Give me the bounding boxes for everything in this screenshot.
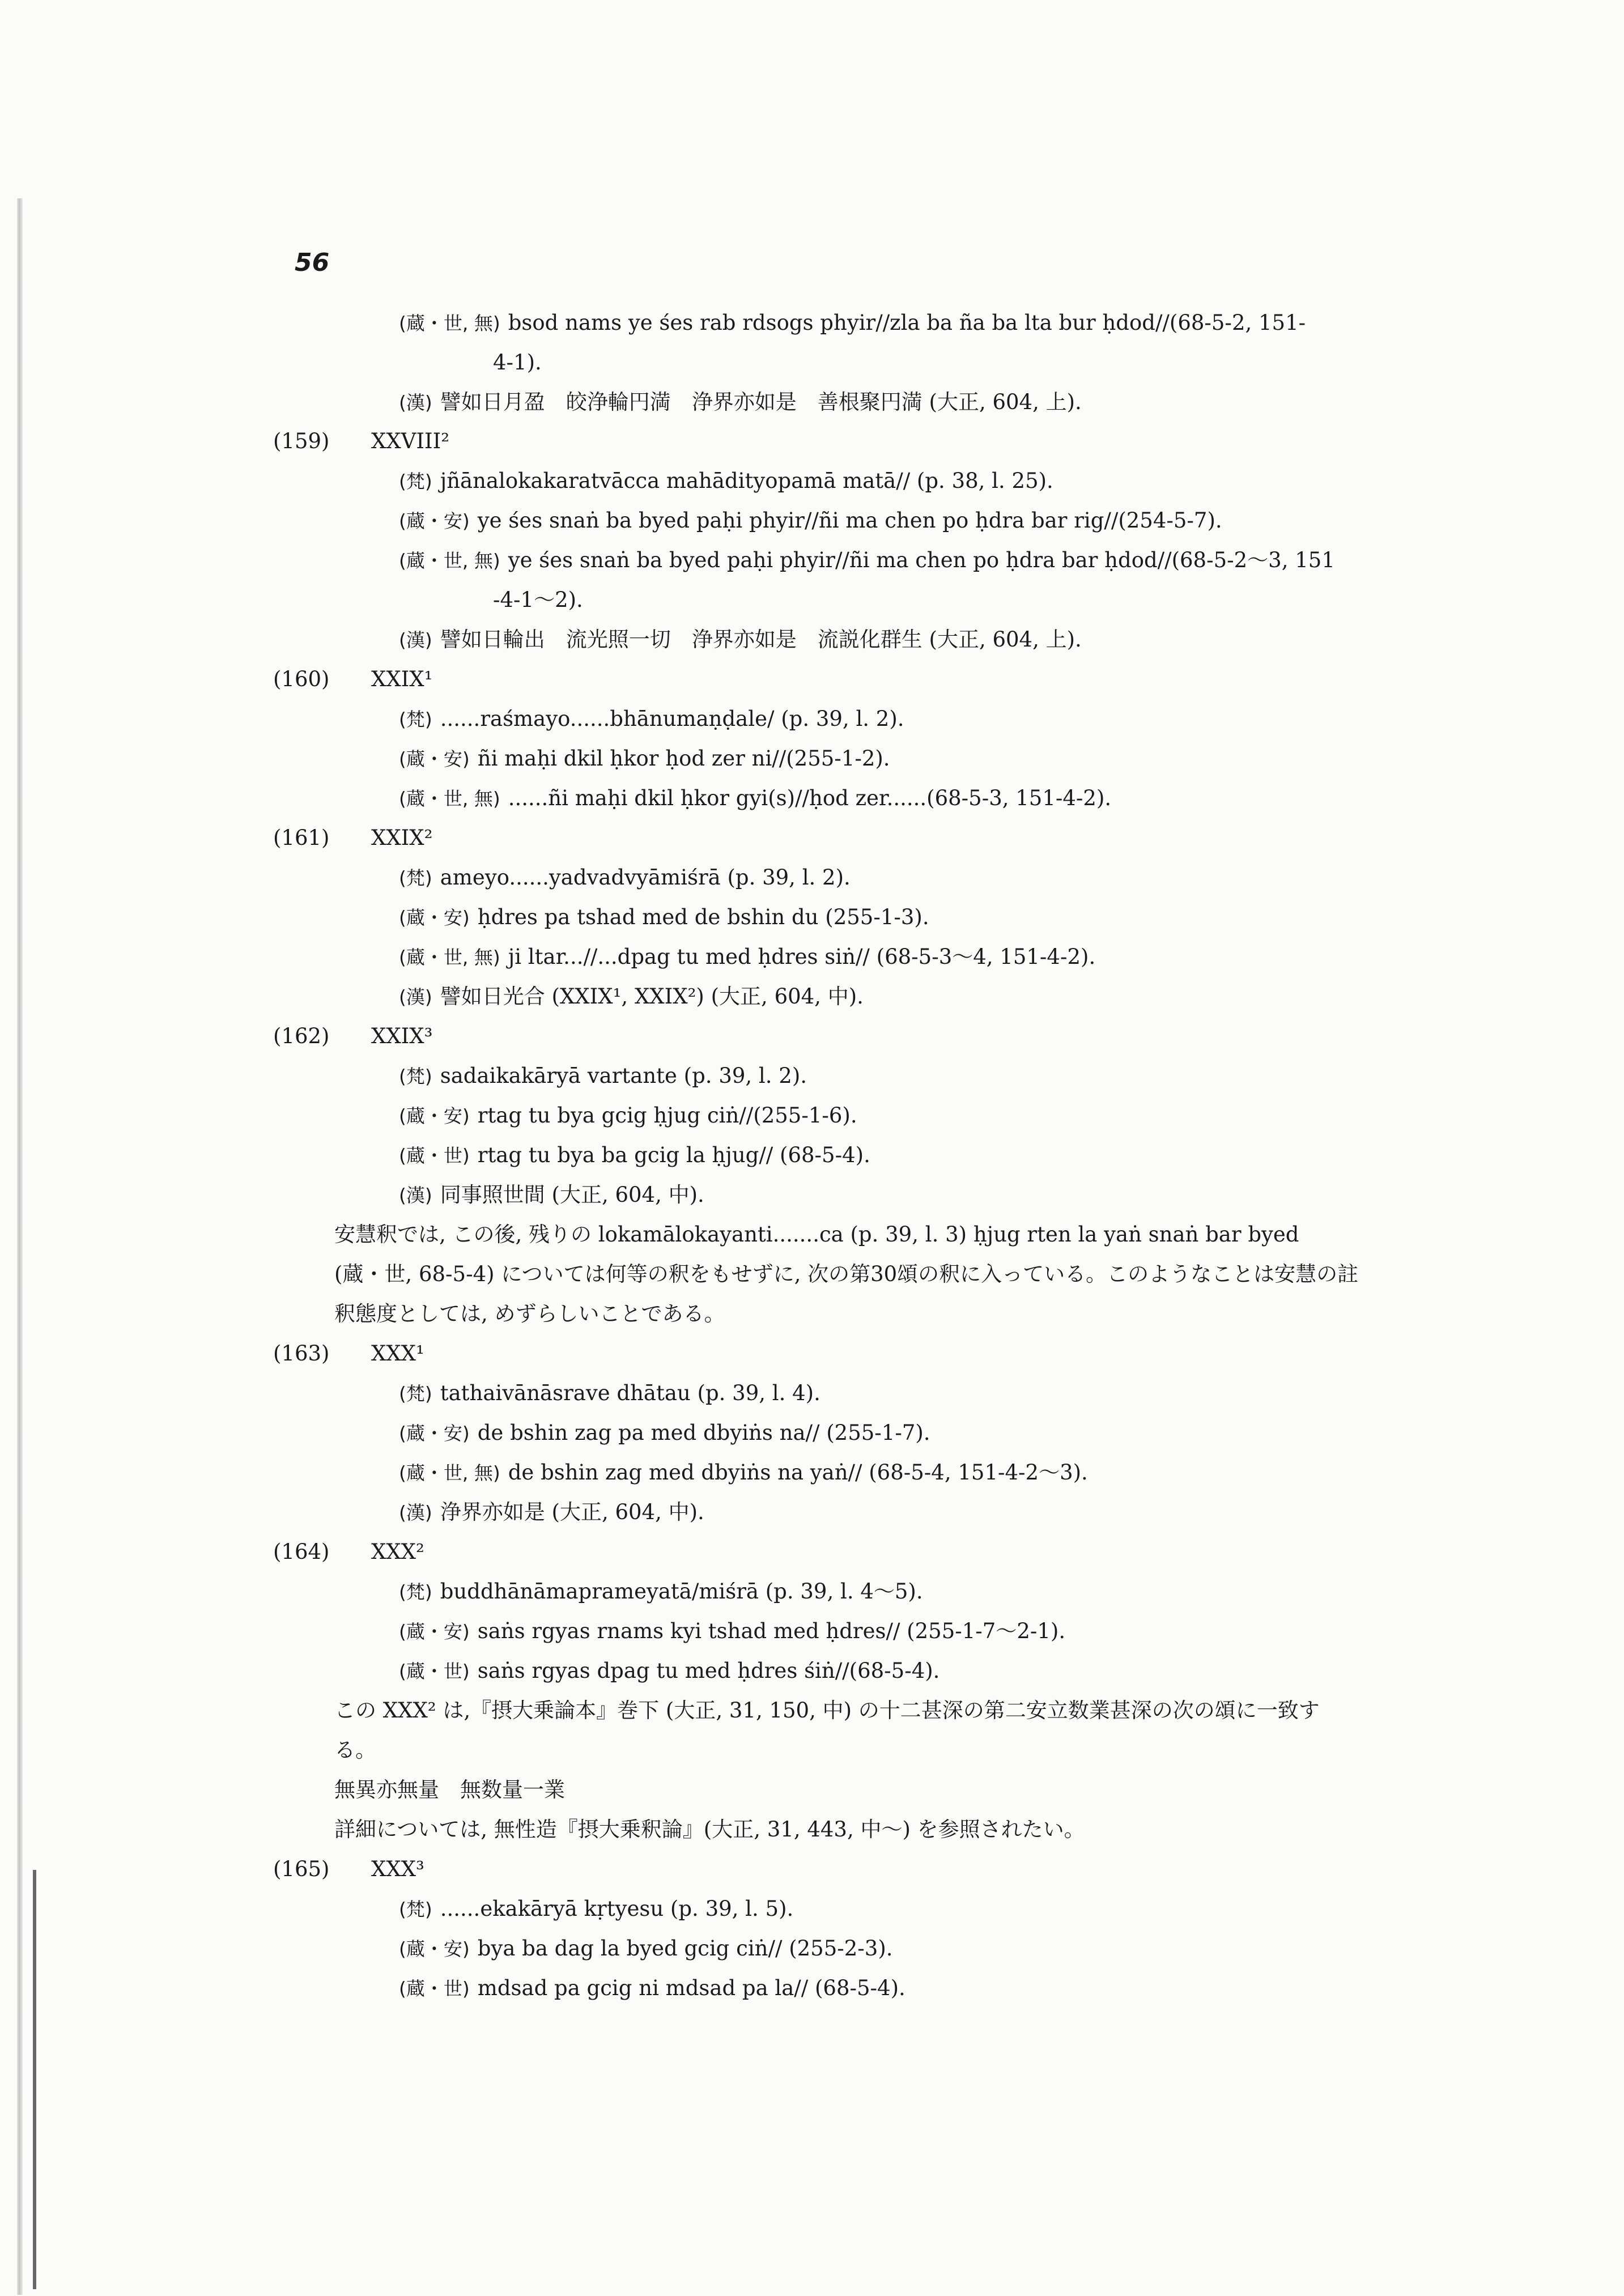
source-line <box>399 390 1082 415</box>
source-line <box>399 508 1222 533</box>
entry-heading: XXIX³ <box>371 1024 433 1048</box>
entry-heading: XXX³ <box>371 1857 424 1881</box>
source-tag: (蔵・安) <box>399 1422 470 1444</box>
line-text: (蔵・世, 68-5-4) については何等の釈をもせずに, 次の第30頌の釈に入っている。このようなことは安慧の註 <box>334 1262 1359 1286</box>
line-text: buddhānāmaprameyatā/miśrā (p. 39, l. 4〜5). <box>440 1579 923 1604</box>
entry-number: (162) <box>273 1024 330 1048</box>
line-text: 4-1). <box>493 350 542 375</box>
entry-heading: XXX¹ <box>371 1341 424 1366</box>
entry-heading: XXIX¹ <box>371 667 433 691</box>
source-line <box>399 1936 893 1961</box>
source-line <box>399 1897 793 1921</box>
line-text: ye śes snaṅ ba byed paḥi phyir//ñi ma chen po ḥdra bar ḥdod//(68-5-2〜3, 151 <box>508 548 1335 572</box>
line-text: ......ekakāryā kṛtyesu (p. 39, l. 5). <box>440 1897 794 1921</box>
source-tag: (蔵・安) <box>399 1621 470 1643</box>
line-text: -4-1〜2). <box>493 588 583 612</box>
entry-number: (163) <box>273 1341 330 1366</box>
line-text: この XXX² は,『摂大乗論本』巻下 (大正, 31, 150, 中) の十二甚深の第二安立数業甚深の次の頌に一致す <box>334 1698 1320 1723</box>
line-text: 釈態度としては, めずらしいことである。 <box>334 1302 725 1326</box>
source-tag: (蔵・世) <box>399 1978 470 2000</box>
line-text: saṅs rgyas dpag tu med ḥdres śiṅ//(68-5-4). <box>477 1659 940 1683</box>
source-line <box>399 1976 905 2001</box>
line-text: de bshin zag med dbyiṅs na yaṅ// (68-5-4, 151-4-2〜3). <box>508 1460 1088 1485</box>
source-tag: (漢) <box>399 629 432 651</box>
source-tag: (梵) <box>399 470 432 492</box>
commentary-line <box>334 1817 1085 1842</box>
source-line <box>399 311 1306 335</box>
entry-number: (161) <box>273 826 330 850</box>
line-text: rtag tu bya ba gcig la ḥjug// (68-5-4). <box>477 1143 870 1167</box>
source-tag: (蔵・安) <box>399 1105 470 1127</box>
source-line <box>399 905 929 930</box>
source-line <box>399 1579 923 1604</box>
entry-number: (159) <box>273 429 330 453</box>
line-text: 詳細については, 無性造『摂大乗釈論』(大正, 31, 443, 中〜) を参照されたい。 <box>334 1817 1085 1842</box>
source-tag: (梵) <box>399 1581 432 1603</box>
source-tag: (梵) <box>399 708 432 730</box>
line-text: sadaikakāryā vartante (p. 39, l. 2). <box>440 1064 807 1088</box>
source-tag: (蔵・世, 無) <box>399 550 500 572</box>
source-tag: (漢) <box>399 1502 432 1524</box>
line-text: bya ba dag la byed gcig ciṅ// (255-2-3). <box>477 1936 893 1961</box>
source-tag: (蔵・安) <box>399 510 470 532</box>
line-text: 譬如日月盈 皎浄輪円満 浄界亦如是 善根聚円満 (大正, 604, 上). <box>440 390 1082 414</box>
source-line <box>399 1064 807 1089</box>
source-line <box>399 469 1053 494</box>
source-line <box>399 1421 930 1445</box>
entry-heading: XXX² <box>371 1540 424 1564</box>
source-line <box>399 1143 870 1168</box>
line-text: 譬如日輪出 流光照一切 浄界亦如是 流説化群生 (大正, 604, 上). <box>440 627 1082 652</box>
source-tag: (梵) <box>399 1898 432 1920</box>
source-line <box>399 1183 704 1207</box>
source-tag: (梵) <box>399 1383 432 1405</box>
source-tag: (漢) <box>399 1184 432 1206</box>
entry-number: (164) <box>273 1540 330 1564</box>
source-tag: (漢) <box>399 392 432 414</box>
scan-edge-mark <box>17 198 23 2295</box>
line-text: tathaivānāsrave dhātau (p. 39, l. 4). <box>440 1381 820 1405</box>
line-text: 安慧釈では, この後, 残りの lokamālokayanti.......ca (p. 39, l. 3) ḥjug rten la yaṅ snaṅ bar byed <box>334 1222 1299 1247</box>
line-text: 同事照世間 (大正, 604, 中). <box>440 1183 704 1207</box>
source-line <box>399 1103 857 1128</box>
entry-number: (165) <box>273 1857 330 1881</box>
line-text: ḥdres pa tshad med de bshin du (255-1-3). <box>477 905 929 929</box>
line-text: ......raśmayo......bhānumaṇḍale/ (p. 39, l. 2). <box>440 707 904 731</box>
source-tag: (梵) <box>399 867 432 889</box>
source-tag: (漢) <box>399 986 432 1008</box>
source-line <box>399 1619 1065 1644</box>
entry-heading: XXVIII² <box>371 429 450 453</box>
commentary-line <box>334 1738 376 1763</box>
source-line <box>493 588 583 613</box>
page-number: 56 <box>295 248 330 277</box>
line-text: 浄界亦如是 (大正, 604, 中). <box>440 1500 704 1524</box>
commentary-line <box>334 1302 725 1326</box>
line-text: ñi maḥi dkil ḥkor ḥod zer ni//(255-1-2). <box>477 746 890 771</box>
source-line <box>399 984 864 1009</box>
source-line <box>399 627 1082 652</box>
source-line <box>399 865 851 890</box>
line-text: 無異亦無量 無数量一業 <box>334 1778 565 1802</box>
source-line <box>399 945 1095 970</box>
line-text: ye śes snaṅ ba byed paḥi phyir//ñi ma chen po ḥdra bar rig//(254-5-7). <box>477 508 1222 533</box>
source-tag: (蔵・世, 無) <box>399 946 500 968</box>
source-tag: (蔵・世, 無) <box>399 788 500 810</box>
commentary-line <box>334 1222 1299 1247</box>
line-text: saṅs rgyas rnams kyi tshad med ḥdres// (255-1-7〜2-1). <box>477 1619 1066 1643</box>
line-text: mdsad pa gcig ni mdsad pa la// (68-5-4). <box>477 1976 905 2000</box>
line-text: rtag tu bya gcig ḥjug ciṅ//(255-1-6). <box>477 1103 857 1128</box>
scan-edge-mark-lower <box>33 1870 36 2289</box>
commentary-line <box>334 1262 1358 1287</box>
source-line <box>399 707 904 732</box>
source-tag: (蔵・世, 無) <box>399 312 500 334</box>
source-line <box>399 746 890 771</box>
line-text: 譬如日光合 (XXIX¹, XXIX²) (大正, 604, 中). <box>440 984 864 1009</box>
source-line <box>493 350 542 375</box>
source-line <box>399 1381 820 1406</box>
line-text: de bshin zag pa med dbyiṅs na// (255-1-7). <box>477 1421 930 1445</box>
entry-number: (160) <box>273 667 330 691</box>
source-tag: (蔵・安) <box>399 1938 470 1960</box>
source-line <box>399 548 1335 573</box>
source-tag: (蔵・世) <box>399 1145 470 1167</box>
commentary-line <box>334 1698 1320 1723</box>
source-tag: (蔵・世, 無) <box>399 1462 500 1484</box>
source-line <box>399 1659 939 1683</box>
commentary-line <box>334 1778 565 1802</box>
line-text: ameyo......yadvadvyāmiśrā (p. 39, l. 2). <box>440 865 851 890</box>
line-text: ji ltar...//...dpag tu med ḥdres siṅ// (68-5-3〜4, 151-4-2). <box>508 945 1096 969</box>
source-tag: (梵) <box>399 1065 432 1087</box>
entry-heading: XXIX² <box>371 826 433 850</box>
line-text: る。 <box>334 1738 376 1762</box>
source-line <box>399 1500 704 1525</box>
line-text: bsod nams ye śes rab rdsogs phyir//zla ba ña ba lta bur ḥdod//(68-5-2, 151- <box>508 311 1306 335</box>
source-line <box>399 786 1111 811</box>
source-tag: (蔵・安) <box>399 907 470 929</box>
source-tag: (蔵・世) <box>399 1660 470 1682</box>
source-tag: (蔵・安) <box>399 748 470 770</box>
line-text: jñānalokakaratvācca mahādityopamā matā// (p. 38, l. 25). <box>440 469 1053 493</box>
line-text: ......ñi maḥi dkil ḥkor gyi(s)//ḥod zer......(68-5-3, 151-4-2). <box>508 786 1112 810</box>
source-line <box>399 1460 1088 1485</box>
